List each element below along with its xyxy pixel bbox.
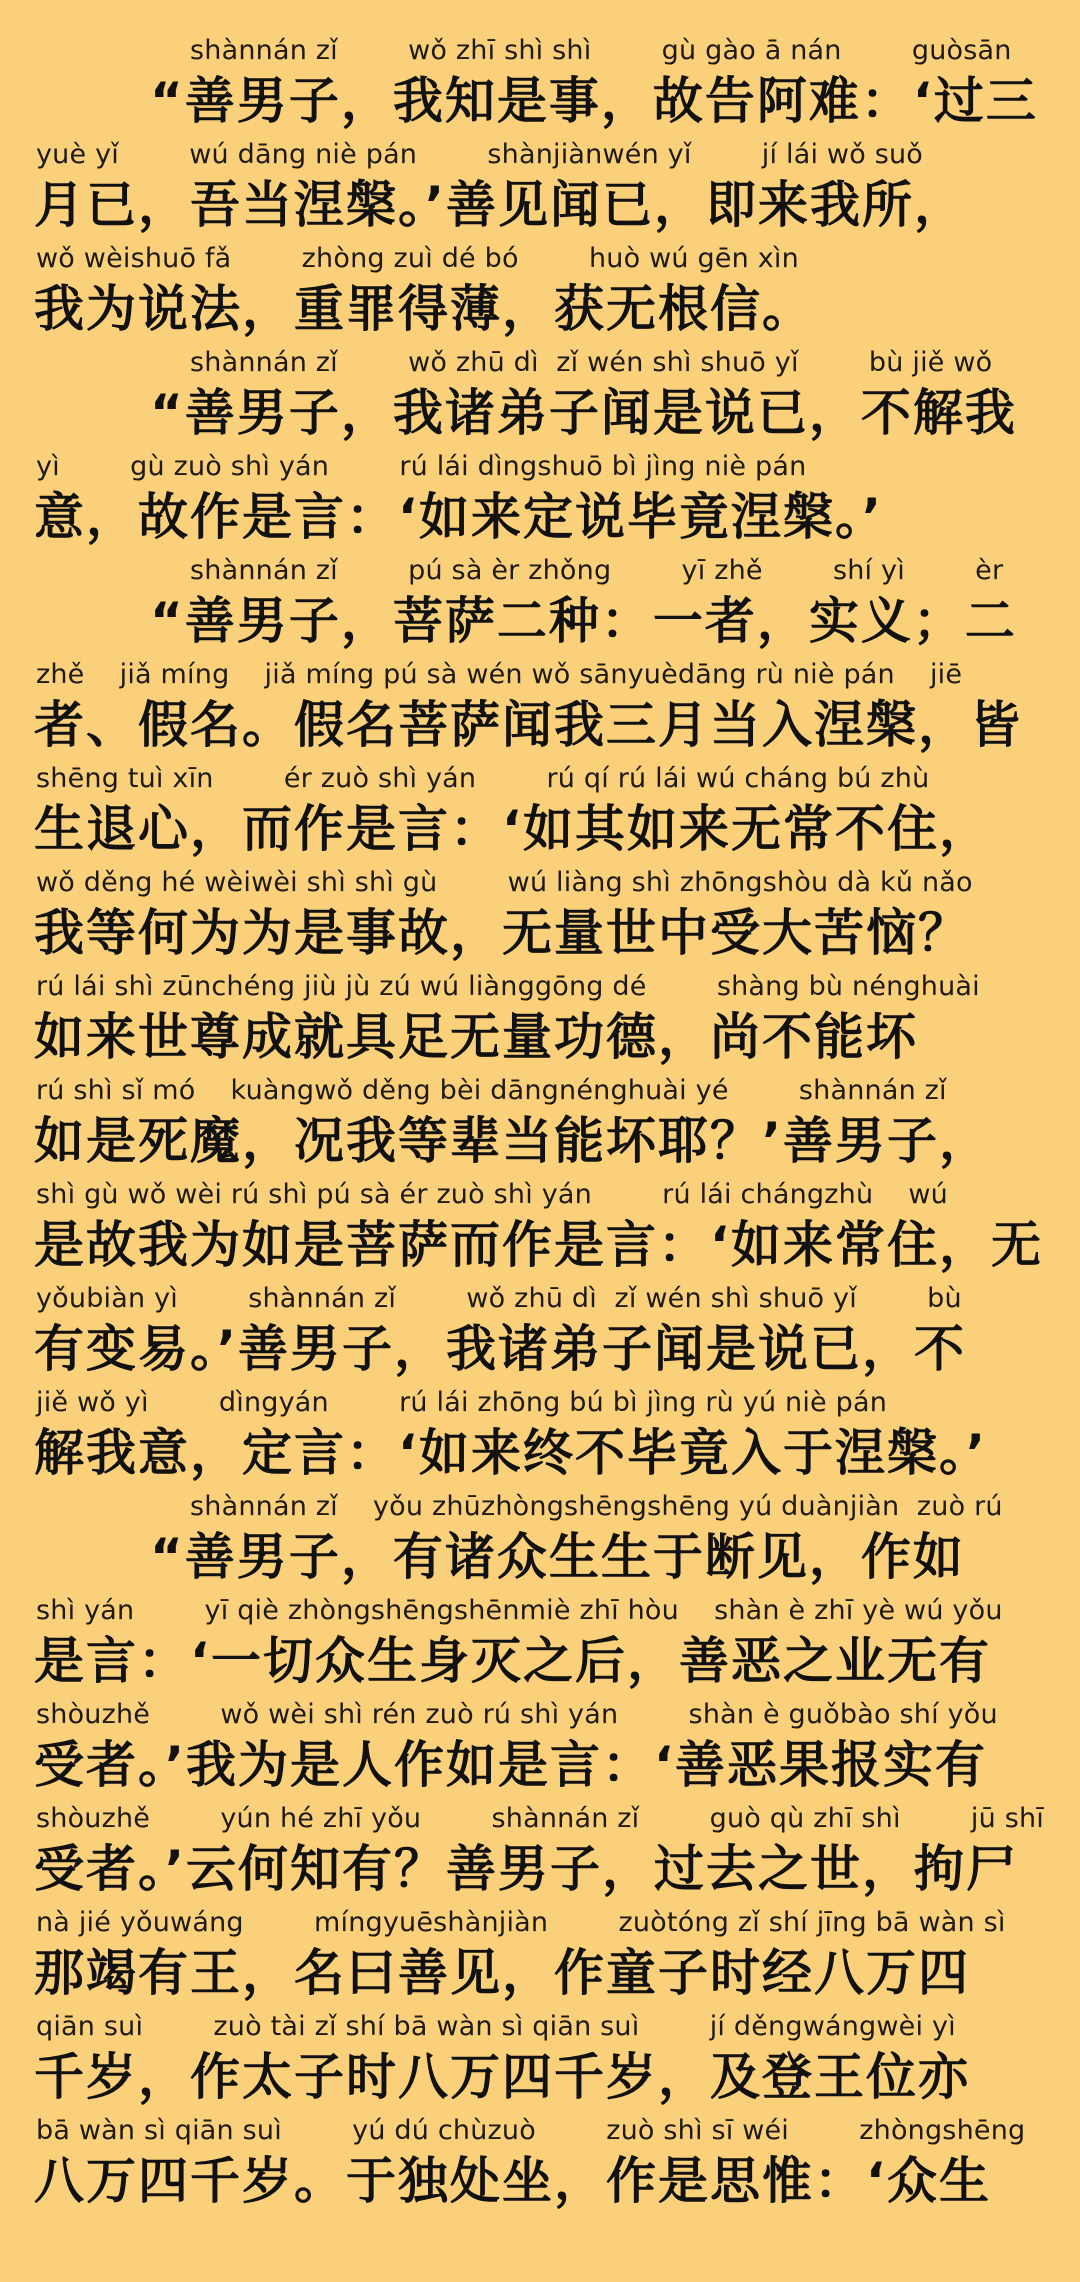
text-line-9 [0,866,1080,970]
chinese-text: 八万四千岁。于独处坐，作是思惟：‘众生 [34,2152,991,2210]
pinyin-annotation: shòuzhě yún hé zhī yǒu shànnán zǐ guò qù zhī shì jū shī [36,1803,1044,1834]
pinyin-annotation: shì gù wǒ wèi rú shì pú sà ér zuò shì yán rú lái chángzhù wú [36,1179,948,1210]
text-line-15 [0,1490,1080,1594]
chinese-text: 月已，吾当涅槃。’善见闻已，即来我所， [34,176,966,234]
chinese-text: 者、假名。假名菩萨闻我三月当入涅槃，皆 [34,696,1022,754]
chinese-text: 千岁，作太子时八万四千岁，及登王位亦 [34,2048,970,2106]
chinese-text: “善男子，我诸弟子闻是说已，不解我 [150,384,1017,442]
pinyin-annotation: shì yán yī qiè zhòngshēngshēnmiè zhī hòu shàn è zhī yè wú yǒu [36,1595,1003,1626]
chinese-text: “善男子，我知是事，故告阿难：‘过三 [150,72,1038,130]
chinese-text: 如是死魔，况我等辈当能坏耶？’善男子， [34,1112,991,1170]
chinese-text: 是言：‘一切众生身灭之后，善恶之业无有 [34,1632,991,1690]
pinyin-annotation: shànnán zǐ wǒ zhī shì shì gù gào ā nán guòsān [190,35,1012,66]
pinyin-annotation: nà jié yǒuwáng míngyuēshànjiàn zuòtóng zǐ shí jīng bā wàn sì [36,1907,1006,1938]
chinese-text: 有变易。’善男子，我诸弟子闻是说已，不 [34,1320,966,1378]
pinyin-annotation: rú shì sǐ mó kuàngwǒ děng bèi dāngnénghuài yé shànnán zǐ [36,1075,947,1106]
chinese-text: 如来世尊成就具足无量功德，尚不能坏 [34,1008,918,1066]
chinese-text: 我为说法，重罪得薄，获无根信。 [34,280,814,338]
text-line-16 [0,1594,1080,1698]
text-line-5 [0,450,1080,554]
text-line-19 [0,1906,1080,2010]
text-line-10 [0,970,1080,1074]
chinese-text: “善男子，有诸众生生于断见，作如 [150,1528,965,1586]
pinyin-annotation: shànnán zǐ pú sà èr zhǒng yī zhě shí yì èr [190,555,1004,586]
pinyin-annotation: zhě jiǎ míng jiǎ míng pú sà wén wǒ sānyuèdāng rù niè pán jiē [36,659,963,690]
text-line-11 [0,1074,1080,1178]
chinese-text: 生退心，而作是言：‘如其如来无常不住， [34,800,991,858]
chinese-text: 那竭有王，名曰善见，作童子时经八万四 [34,1944,970,2002]
chinese-text: 是故我为如是菩萨而作是言：‘如来常住，无 [34,1216,1043,1274]
chinese-text: 受者。’云何知有？善男子，过去之世，拘尸 [34,1840,1018,1898]
chinese-text: 解我意，定言：‘如来终不毕竟入于涅槃。’ [34,1424,987,1482]
text-line-2 [0,138,1080,242]
pinyin-annotation: yǒubiàn yì shànnán zǐ wǒ zhū dì zǐ wén shì shuō yǐ bù [36,1283,962,1314]
text-line-14 [0,1386,1080,1490]
text-line-8 [0,762,1080,866]
pinyin-annotation: shànnán zǐ wǒ zhū dì zǐ wén shì shuō yǐ bù jiě wǒ [190,347,993,378]
text-line-4 [0,346,1080,450]
text-line-20 [0,2010,1080,2114]
pinyin-annotation: shànnán zǐ yǒu zhūzhòngshēngshēng yú duànjiàn zuò rú [190,1491,1003,1522]
pinyin-annotation: shòuzhě wǒ wèi shì rén zuò rú shì yán shàn è guǒbào shí yǒu [36,1699,998,1730]
pinyin-annotation: rú lái shì zūnchéng jiù jù zú wú liànggōng dé shàng bù nénghuài [36,971,980,1002]
text-line-17 [0,1698,1080,1802]
text-line-7 [0,658,1080,762]
text-line-13 [0,1282,1080,1386]
pinyin-annotation: wǒ děng hé wèiwèi shì shì gù wú liàng shì zhōngshòu dà kǔ nǎo [36,867,973,898]
pinyin-annotation: qiān suì zuò tài zǐ shí bā wàn sì qiān suì jí děngwángwèi yì [36,2011,956,2042]
pinyin-annotation: shēng tuì xīn ér zuò shì yán rú qí rú lái wú cháng bú zhù [36,763,930,794]
pinyin-annotation: bā wàn sì qiān suì yú dú chùzuò zuò shì sī wéi zhòngshēng [36,2115,1026,2146]
pinyin-annotation: wǒ wèishuō fǎ zhòng zuì dé bó huò wú gēn xìn [36,243,799,274]
chinese-text: 我等何为为是事故，无量世中受大苦恼？ [34,904,970,962]
text-line-6 [0,554,1080,658]
text-line-3 [0,242,1080,346]
chinese-text: 受者。’我为是人作如是言：‘善恶果报实有 [34,1736,987,1794]
pinyin-annotation: yì gù zuò shì yán rú lái dìngshuō bì jìng niè pán [36,451,807,482]
pinyin-annotation: jiě wǒ yì dìngyán rú lái zhōng bú bì jìng rù yú niè pán [36,1387,888,1418]
text-line-1 [0,34,1080,138]
pinyin-annotation: yuè yǐ wú dāng niè pán shànjiànwén yǐ jí lái wǒ suǒ [36,139,924,170]
text-line-12 [0,1178,1080,1282]
chinese-text: “善男子，菩萨二种：一者，实义；二 [150,592,1017,650]
text-line-21 [0,2114,1080,2218]
chinese-text: 意，故作是言：‘如来定说毕竟涅槃。’ [34,488,883,546]
text-line-18 [0,1802,1080,1906]
